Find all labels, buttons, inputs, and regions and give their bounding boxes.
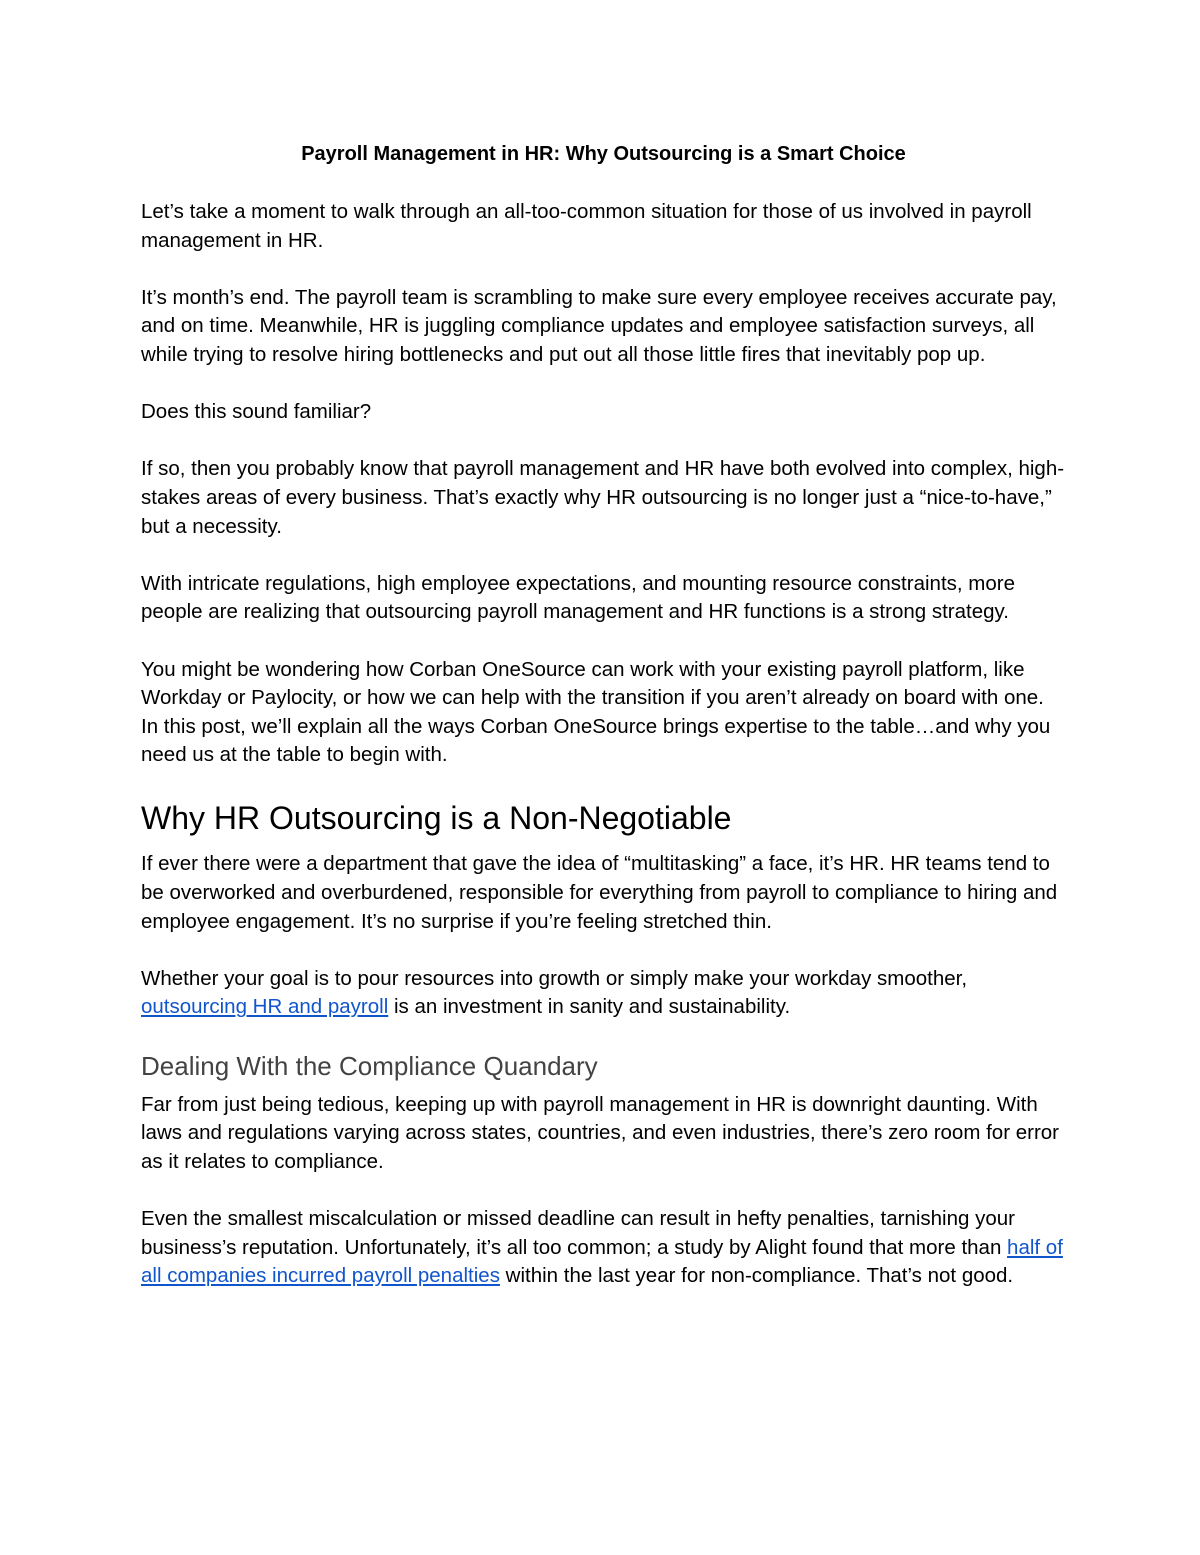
section2-paragraph-1: Far from just being tedious, keeping up with payroll management in HR is downright daunting. With laws and regulations varying across states, countries, and even industries, there’s zero room for error as it relates to compliance. (141, 1092, 1060, 1173)
section1-paragraph-2-text-before: Whether your goal is to pour resources into growth or simply make your workday smoother, (141, 966, 968, 990)
section2-paragraph-2-text-after: within the last year for non-compliance. That’s not good. (499, 1264, 1014, 1288)
section1-paragraph-2 (141, 965, 1066, 1022)
section-heading-outsourcing: Why HR Outsourcing is a Non-Negotiable (141, 800, 732, 837)
intro-paragraph-6: You might be wondering how Corban OneSource can work with your existing payroll platform, like Workday or Paylocity, or how we can help with the transition if you aren’t already on board with one. In this post, we’ll explain all the ways Corban OneSource brings expertise to the table…and why you need us at the table to begin with. (141, 657, 1051, 767)
section1-paragraph-2-text-after: is an investment in sanity and sustainability. (388, 995, 791, 1019)
intro-paragraph-2: It’s month’s end. The payroll team is scrambling to make sure every employee receives accurate pay, and on time. Meanwhile, HR is juggling compliance updates and employee satisfaction surveys, all while trying to resolve hiring bottlenecks and put out all those little fires that inevitably pop up. (141, 285, 1057, 366)
section1-paragraph-1: If ever there were a department that gave the idea of “multitasking” a face, it’s HR. HR teams tend to be overworked and overburdened, responsible for everything from payroll to compliance to hiring and employee engagement. It’s no surprise if you’re feeling stretched thin. (141, 852, 1058, 933)
intro-paragraph-4: If so, then you probably know that payroll management and HR have both evolved into complex, high-stakes areas of every business. That’s exactly why HR outsourcing is no longer just a “nice-to-have,” but a necessity. (141, 457, 1065, 538)
document-title: Payroll Management in HR: Why Outsourcing is a Smart Choice (301, 143, 906, 165)
document-page (141, 140, 1066, 1319)
intro-paragraph-1: Let’s take a moment to walk through an all-too-common situation for those of us involved in payroll management in HR. (141, 200, 1032, 252)
outsourcing-hr-payroll-link[interactable]: outsourcing HR and payroll (141, 995, 389, 1019)
subheading-compliance: Dealing With the Compliance Quandary (141, 1050, 598, 1081)
section2-paragraph-2-text-before: Even the smallest miscalculation or missed deadline can result in hefty penalties, tarnishing your business’s reputation. Unfortunately, it’s all too common; a study by Alight found that more than (141, 1207, 1015, 1259)
section2-paragraph-2 (141, 1205, 1066, 1291)
intro-paragraph-3: Does this sound familiar? (141, 400, 372, 424)
intro-paragraph-5: With intricate regulations, high employee expectations, and mounting resource constraints, more people are realizing that outsourcing payroll management and HR functions is a strong strategy. (141, 571, 1015, 624)
payroll-penalties-link[interactable]: half of all companies incurred payroll penalties (141, 1235, 1063, 1288)
